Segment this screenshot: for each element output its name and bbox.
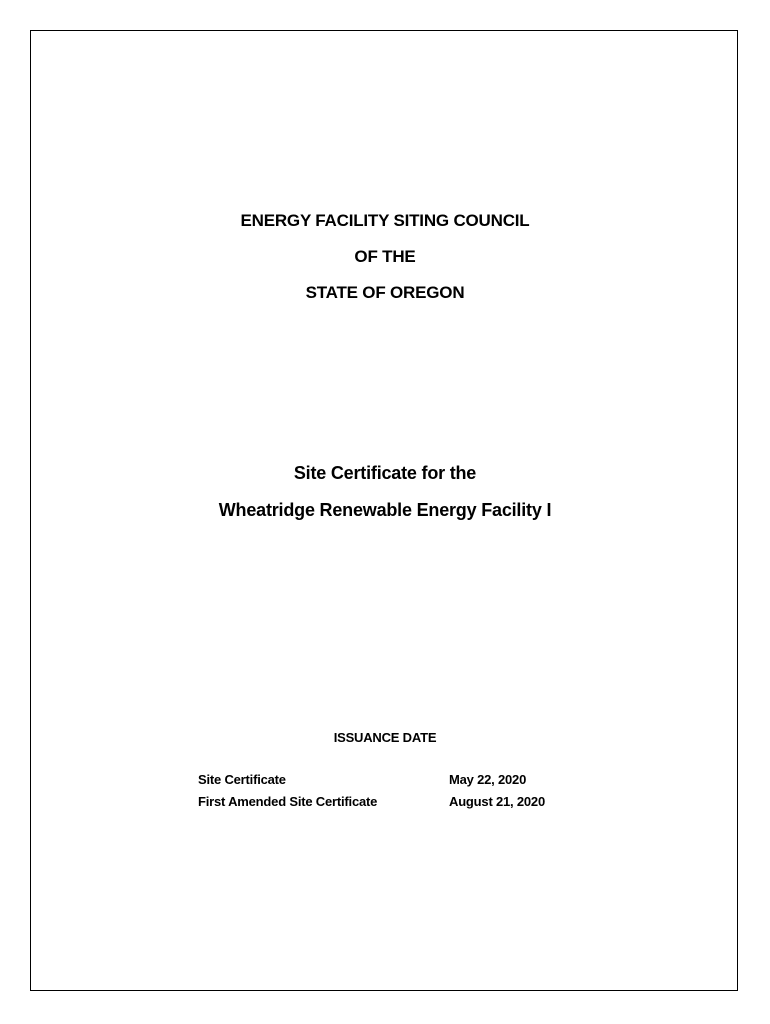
issuance-row-label: Site Certificate (198, 772, 286, 787)
issuance-row-date: May 22, 2020 (449, 772, 527, 787)
issuance-date-table (198, 770, 578, 814)
council-heading-line-1: ENERGY FACILITY SITING COUNCIL (240, 211, 530, 230)
certificate-title (0, 459, 770, 533)
council-heading-line-3: STATE OF OREGON (305, 283, 465, 302)
issuance-row (198, 792, 578, 814)
council-heading (0, 208, 770, 316)
issuance-row-label: First Amended Site Certificate (198, 794, 378, 809)
certificate-title-line-1: Site Certificate for the (293, 463, 477, 483)
certificate-title-line-2: Wheatridge Renewable Energy Facility I (218, 500, 552, 520)
council-heading-line-2: OF THE (354, 247, 416, 266)
issuance-date-heading: ISSUANCE DATE (333, 730, 437, 745)
issuance-row (198, 770, 578, 792)
issuance-row-date: August 21, 2020 (449, 794, 545, 809)
